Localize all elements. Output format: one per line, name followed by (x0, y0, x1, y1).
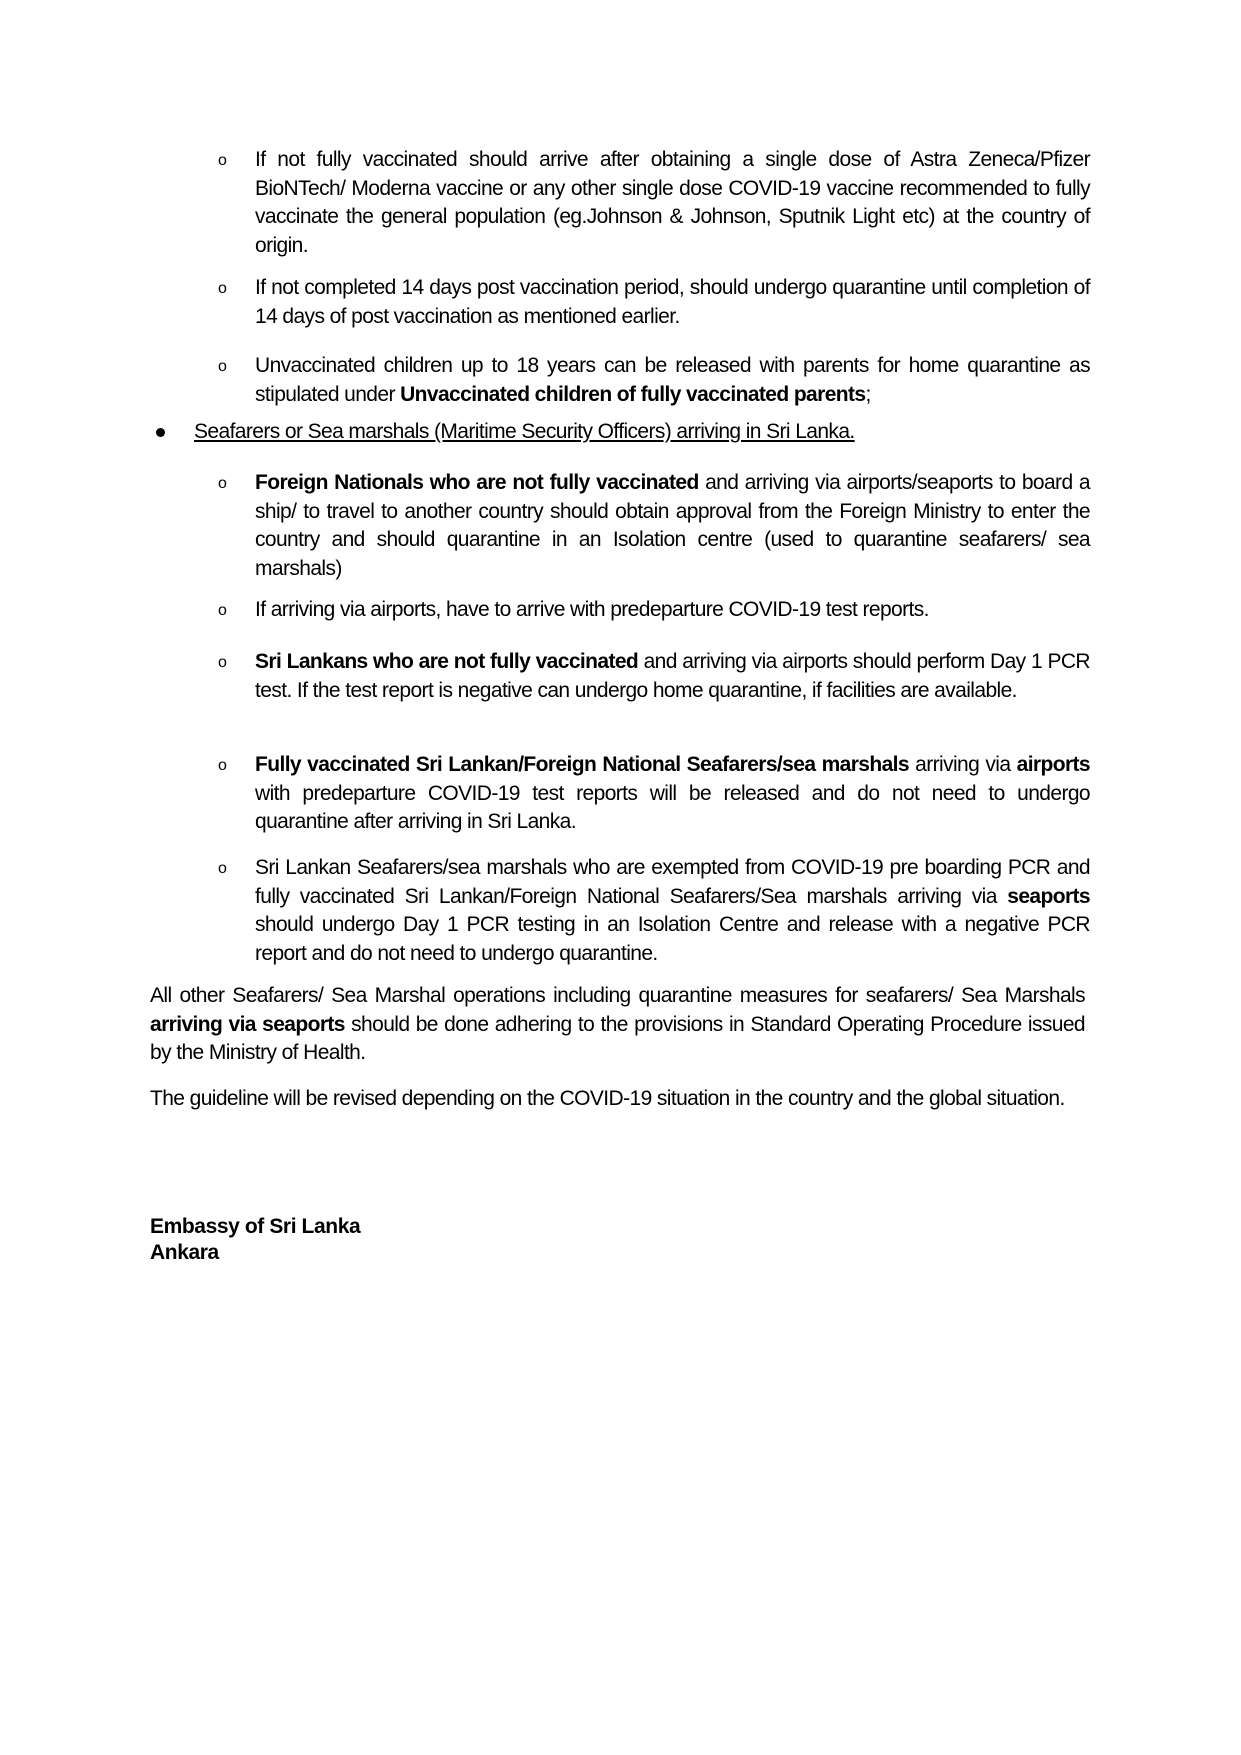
text-segment: should undergo Day 1 PCR testing in an Isolation Centre and release with a negative PCR report and do not need to undergo quarantine. (255, 913, 1090, 965)
text-segment: If arriving via airports, have to arrive with predeparture COVID-19 test reports. (255, 598, 929, 621)
text-segment: Unvaccinated children up to 18 years can be released with parents for home quarantine as stipulated under (255, 354, 1090, 406)
text-segment: If not completed 14 days post vaccination period, should undergo quarantine until completion of 14 days of post vaccination as mentioned earlier. (255, 276, 1090, 328)
hollow-circle-bullet-icon: o (218, 602, 227, 619)
text-segment: and arriving via airports/seaports to board a ship/ to travel to another country should obtain approval from the Foreign Ministry to enter the country and should quarantine in an Isolation centre (used to quarantine seafarers/ sea marshals) (255, 471, 1090, 580)
hollow-circle-bullet-icon: o (218, 280, 227, 297)
list-item-text (255, 274, 1090, 331)
hollow-circle-bullet-icon: o (218, 860, 227, 877)
section-heading-underlined: Seafarers or Sea marshals (Maritime Security Officers) arriving in Sri Lanka. (194, 420, 855, 443)
text-segment: All other Seafarers/ Sea Marshal operations including quarantine measures for seafarers/ Sea Marshals (150, 984, 1085, 1007)
bold-text-segment: arriving via seaports (150, 1012, 345, 1036)
signature-organization: Embassy of Sri Lanka (150, 1215, 361, 1238)
text-segment: ; (865, 382, 871, 406)
hollow-circle-bullet-icon: o (218, 654, 227, 671)
bold-text-segment: Unvaccinated children of fully vaccinated parents (400, 382, 866, 406)
text-segment: should be done adhering to the provisions in Standard Operating Procedure issued by the Ministry of Health. (150, 1012, 1085, 1064)
list-item-text (255, 596, 1090, 625)
list-item-text (255, 146, 1090, 260)
list-item-text (255, 469, 1090, 583)
list-item-text (255, 648, 1090, 705)
hollow-circle-bullet-icon: o (218, 358, 227, 375)
text-segment: arriving via (909, 753, 1017, 776)
bold-text-segment: Sri Lankans who are not fully vaccinated (255, 650, 639, 673)
text-segment: If not fully vaccinated should arrive after obtaining a single dose of Astra Zeneca/Pfizer BioNTech/ Moderna vaccine or any other single dose COVID-19 vaccine recommended to fully vaccinate the general population (eg.Johnson & Johnson, Sputnik Light etc) at the country of origin. (255, 148, 1090, 257)
list-item-text (255, 854, 1090, 968)
hollow-circle-bullet-icon: o (218, 475, 227, 492)
paragraph-guideline-revision (150, 1085, 1085, 1114)
text-segment: Sri Lankan Seafarers/sea marshals who are exempted from COVID-19 pre boarding PCR and fully vaccinated Sri Lankan/Foreign National Seafarers/Sea marshals arriving via (255, 856, 1090, 908)
hollow-circle-bullet-icon: o (218, 757, 227, 774)
bold-text-segment: Fully vaccinated Sri Lankan/Foreign National Seafarers/sea marshals (255, 753, 909, 776)
bold-text-segment: Foreign Nationals who are not fully vaccinated (255, 471, 699, 494)
bold-text-segment: seaports (1007, 884, 1090, 908)
bold-text-segment: airports (1016, 753, 1090, 776)
text-segment: The guideline will be revised depending on the COVID-19 situation in the country and the global situation. (150, 1087, 1065, 1110)
text-segment: with predeparture COVID-19 test reports will be released and do not need to undergo quarantine after arriving in Sri Lanka. (255, 781, 1090, 833)
list-item-text (255, 751, 1090, 837)
signature-location: Ankara (150, 1241, 219, 1264)
list-item-text (255, 352, 1090, 409)
filled-bullet-icon (156, 428, 165, 437)
text-segment: and arriving via airports should perform Day 1 PCR test. If the test report is negative can undergo home quarantine, if facilities are available. (255, 650, 1090, 702)
hollow-circle-bullet-icon: o (218, 152, 227, 169)
paragraph-seafarer-operations (150, 982, 1085, 1068)
